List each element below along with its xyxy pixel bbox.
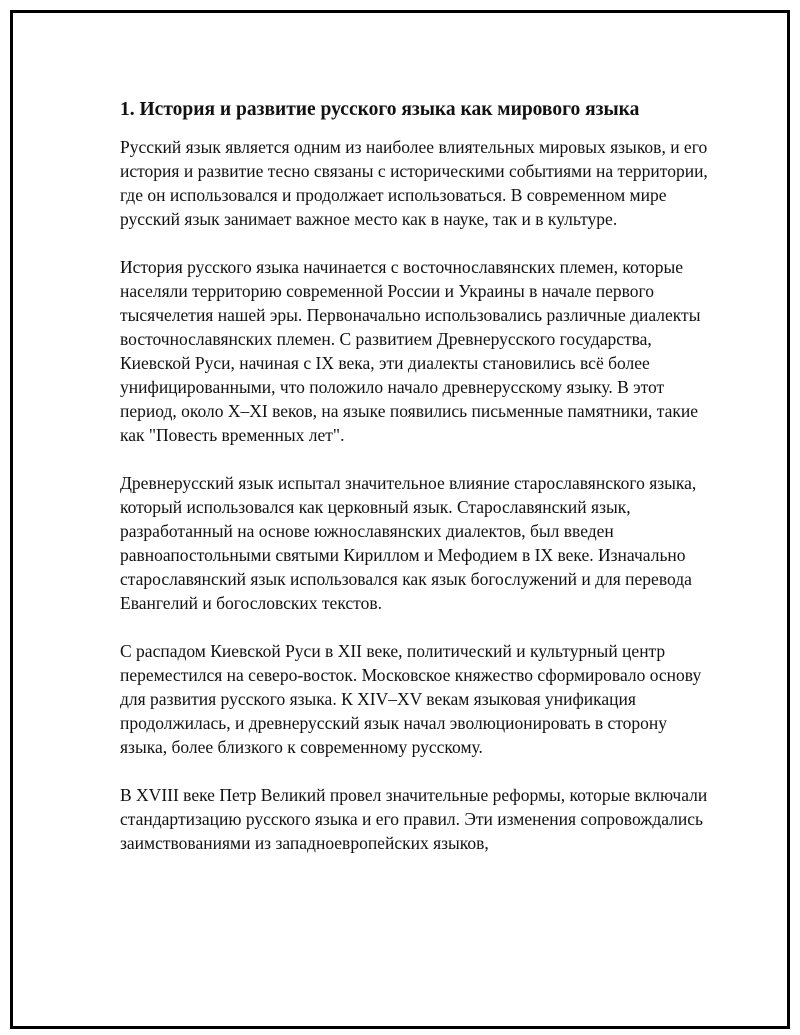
paragraph-4: С распадом Киевской Руси в XII веке, политический и культурный центр переместился на северо-восток. Московское княжество сформировало основу для развития русского языка. К XIV–XV векам языковая унификация продолжилась, и древнерусский язык начал эволюционировать в сторону языка, более близкого к современному русскому. [120,641,702,757]
paragraph-1: Русский язык является одним из наиболее влиятельных мировых языков, и его история и развитие тесно связаны с историческими событиями на территории, где он использовался и продолжает использоваться. В современном мире русский язык занимает важное место как в науке, так и в культуре. [120,137,708,229]
page-frame [10,10,790,1029]
paragraph-2: История русского языка начинается с восточнославянских племен, которые населяли территорию современной России и Украины в начале первого тысячелетия нашей эры. Первоначально использовались различные диалекты восточнославянских племен. С развитием Древнерусского государства, Киевской Руси, начиная с IX века, эти диалекты становились всё более унифицированными, что положило начало древнерусскому языку. В этот период, около X–XI веков, на языке появились письменные памятники, такие как "Повесть временных лет". [120,257,701,445]
document-body [120,98,710,879]
paragraph-5: В XVIII веке Петр Великий провел значительные реформы, которые включали стандартизацию русского языка и его правил. Эти изменения сопровождались заимствованиями из западноевропейских языков, [120,785,708,853]
paragraph-3: Древнерусский язык испытал значительное влияние старославянского языка, который использовался как церковный язык. Старославянский язык, разработанный на основе южнославянских диалектов, был введен равноапостольными святыми Кириллом и Мефодием в IX веке. Изначально старославянский язык использовался как язык богослужений и для перевода Евангелий и богословских текстов. [120,473,697,613]
section-title: 1. История и развитие русского языка как мирового языка [120,99,640,120]
